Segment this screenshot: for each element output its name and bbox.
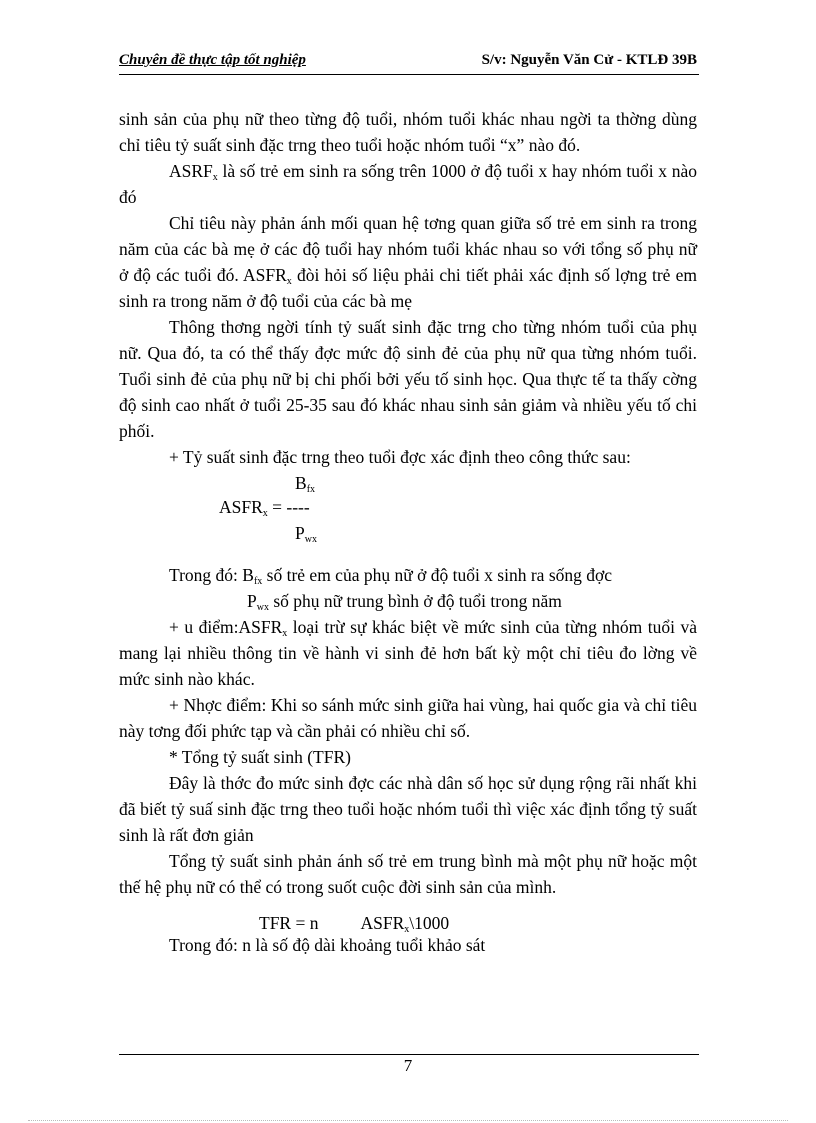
asrf-definition-text: là số trẻ em sinh ra sống trên 1000 ở độ tuổi x hay nhóm tuổi x nào đó <box>119 161 697 207</box>
paragraph-tfr-measure: Đây là thớc đo mức sinh đợc các nhà dân số học sử dụng rộng rãi nhất khi đã biết tỷ suấ sinh đặc trng theo tuổi hoặc nhóm tuổi thì việc xác định tổng tỷ suất sinh là rất đơn giản <box>119 773 697 845</box>
where-pwx: $P_{wx}$ số phụ nữ trung bình ở độ tuổi trong năm <box>247 591 562 613</box>
indicator-meaning-text-2: đòi hỏi số liệu phải chi tiết phải xác định số lợng trẻ em sinh ra trong năm ở độ tuổi của các bà mẹ <box>119 265 697 311</box>
page-bottom-dotted-line <box>28 1120 788 1121</box>
indicator-meaning-text: Chỉ tiêu này phản ánh mối quan hệ tơng quan giữa số trẻ em sinh ra trong năm của các bà mẹ ở các độ tuổi hay nhóm tuổi khác nhau so với tổng số phụ nữ ở độ các tuổi đó. ASFR <box>119 213 697 285</box>
paragraph-intro: sinh sản của phụ nữ theo từng độ tuổi, nhóm tuổi khác nhau ngời ta thờng dùng chỉ tiêu tỷ suất sinh đặc trng theo tuổi hoặc nhóm tuổi “x” nào đó. <box>119 109 697 155</box>
paragraph-advantages: + u $điểm:ASFR_x$ loại trừ sự khác biệt về mức sinh của từng nhóm tuổi và mang lại nhiều thông tin về hành vi sinh đẻ hơn bất kỳ một chỉ tiêu đo lờng về mức sinh nào khác. <box>119 617 697 689</box>
tfr-heading: * Tổng tỷ suất sinh (TFR) <box>169 747 351 767</box>
where-n: Trong đó: n là số độ dài khoảng tuổi khảo sát <box>169 935 486 955</box>
paragraph-asrf-definition <box>119 158 697 210</box>
asrf-subscript: x <box>212 172 218 183</box>
formula-denominator: $P_{wx}$ <box>295 523 317 545</box>
paragraph-usual-practice: Thông thơng ngời tính tỷ suất sinh đặc trng cho từng nhóm tuổi của phụ nữ. Qua đó, ta có thể thấy đợc mức độ sinh đẻ của phụ nữ qua từng nhóm tuổi. Tuổi sinh đẻ của phụ nữ bị chi phối bởi yếu tố sinh học. Qua thực tế ta thấy cờng độ sinh cao nhất ở tuổi 25-35 sau đó khác nhau sinh sản giảm và nhiều yếu tố chi phối. <box>119 317 697 441</box>
where-bfx: Trong đó: $B_{fx}$ số trẻ em của phụ nữ ở độ tuổi x sinh ra sống đợc <box>169 565 613 587</box>
paragraph-tfr-meaning: Tổng tỷ suất sinh phản ánh số trẻ em trung bình mà một phụ nữ hoặc một thế hệ phụ nữ có thể có trong suốt cuộc đời sinh sản của mình. <box>119 851 697 897</box>
header-author: S/v: Nguyễn Văn Cử - KTLĐ 39B <box>481 52 697 68</box>
document-body <box>119 106 697 958</box>
asrf-term: ASRF <box>169 161 213 181</box>
paragraph-indicator-meaning <box>119 210 697 314</box>
tfr-formula: TFR = n $ASFR_x\backslash 1000$ <box>259 913 450 935</box>
asfr-formula <box>219 470 697 548</box>
paragraph-disadvantages: + Nhợc điểm: Khi so sánh mức sinh giữa hai vùng, hai quốc gia và chỉ tiêu này tơng đối phức tạp và cần phải có nhiều chỉ số. <box>119 695 697 741</box>
formula-numerator: $B_{fx}$ <box>295 473 316 495</box>
page-header <box>119 52 699 75</box>
asfr-subscript: x <box>286 276 292 287</box>
header-title: Chuyên đề thực tập tốt nghiệp <box>119 52 306 68</box>
paragraph-formula-intro: + Tỷ suất sinh đặc trng theo tuổi đợc xác định theo công thức sau: <box>169 447 631 467</box>
footer-divider <box>119 1054 699 1055</box>
page-number: 7 <box>403 1056 413 1075</box>
formula-left-side: $ASFR_x$ = ---- <box>219 497 310 519</box>
